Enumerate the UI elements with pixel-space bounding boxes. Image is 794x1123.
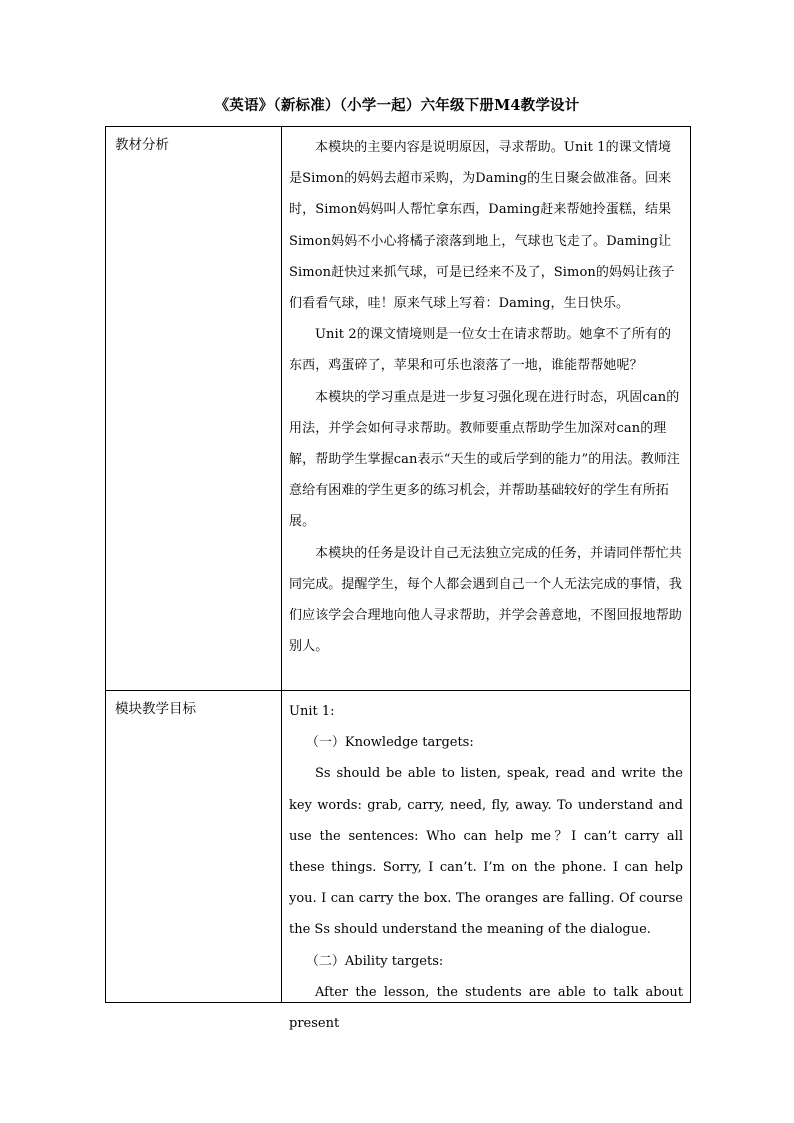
knowledge-targets-heading: （一）Knowledge targets:: [305, 735, 474, 751]
ability-targets-heading: （二）Ability targets:: [305, 953, 444, 969]
row-label-module-targets: 模块教学目标: [115, 701, 196, 717]
module-targets-content: [282, 691, 690, 1032]
unit-heading: Unit 1:: [289, 704, 335, 719]
page-title: 《英语》（新标准）（小学一起）六年级下册M4教学设计: [214, 97, 580, 114]
row-content-cell: [282, 127, 691, 691]
analysis-paragraph-3: 本模块的学习重点是进一步复习强化现在进行时态，巩固can的用法，并学会如何寻求帮助。教师要重点帮助学生加深对can的理解，帮助学生掌握can表示“天生的或后学到的能力”的用法。教师注意给有困难的学生更多的练习机会，并帮助基础较好的学生有所拓展。: [289, 389, 680, 530]
analysis-paragraph-1: 本模块的主要内容是说明原因，寻求帮助。Unit 1的课文情境是Simon的妈妈去超市采购，为Daming的生日聚会做准备。回来时，Simon妈妈叫人帮忙拿东西，Daming赶来帮她拎蛋糕，结果Simon妈妈不小心将橘子滚落到地上，气球也飞走了。Daming让Simon赶快过来抓气球，可是已经来不及了，Simon的妈妈让孩子们看看气球，哇！原来气球上写着：Daming，生日快乐。: [289, 140, 675, 312]
table-row-material-analysis: [106, 127, 691, 691]
row-label-material-analysis: 教材分析: [115, 137, 169, 153]
material-analysis-content: [282, 127, 690, 690]
analysis-paragraph-2: Unit 2的课文情境则是一位女士在请求帮助。她拿不了所有的东西，鸡蛋碎了，苹果和可乐也滚落了一地，谁能帮帮她呢？: [289, 327, 672, 374]
row-label-cell: [106, 691, 282, 1003]
row-content-cell: [282, 691, 691, 1032]
ability-targets-text: After the lesson, the students are able to talk about present: [289, 984, 683, 1032]
knowledge-targets-text: Ss should be able to listen, speak, read and write the key words: grab, carry, need, fly, away. To understand and use the sentences: Who can help me？I can’t carry all these things. Sorry, I can’t. I’m on the phone. I can help you. I can carry the box. The oranges are falling. Of course the Ss should understand the meaning of the dialogue.: [289, 766, 683, 938]
lesson-plan-table: [105, 126, 691, 1032]
row-label-cell: [106, 127, 282, 691]
table-row-module-targets: [106, 691, 691, 1003]
analysis-paragraph-4: 本模块的任务是设计自己无法独立完成的任务，并请同伴帮忙共同完成。提醒学生，每个人都会遇到自己一个人无法完成的事情，我们应该学会合理地向他人寻求帮助，并学会善意地，不图回报地帮助别人。: [289, 545, 683, 655]
